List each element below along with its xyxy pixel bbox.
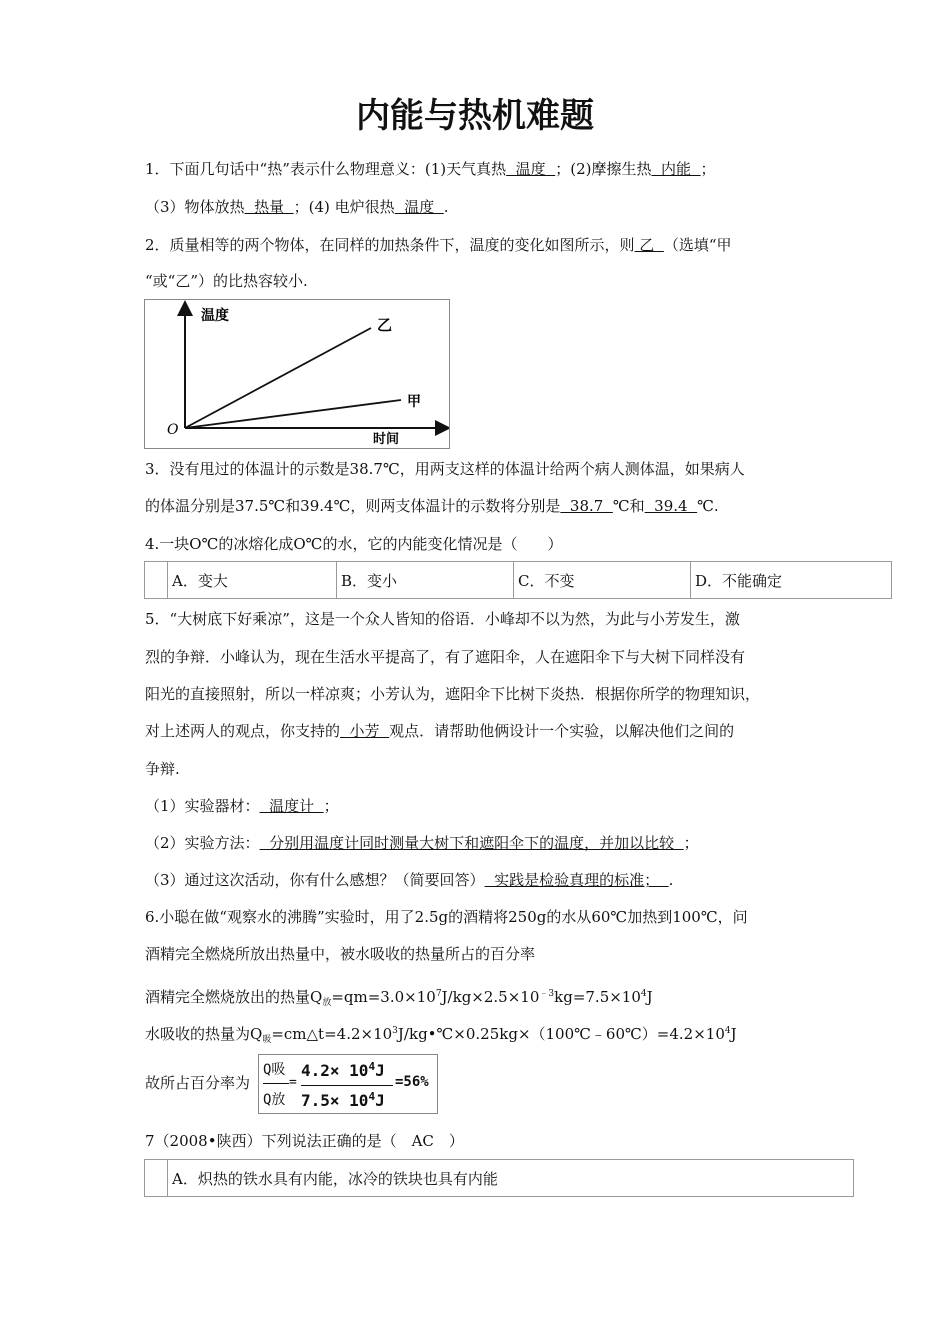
q6-line2: 酒精完全燃烧所放出热量中，被水吸收的热量所占的百分率 xyxy=(145,945,536,963)
q3-answer-2: 39.4 xyxy=(644,497,698,515)
q5-line5: 争辩. xyxy=(145,760,180,778)
q5-sub2-answer: 分别用温度计同时测量大树下和遮阳伞下的温度，并加以比较 xyxy=(259,834,684,852)
q7-option-a[interactable]: A．炽热的铁水具有内能，冰冷的铁块也具有内能 xyxy=(168,1160,854,1197)
q4-options-table xyxy=(144,561,892,599)
q5-text: 观点．请帮助他俩设计一个实验，以解决他们之间的 xyxy=(389,722,735,740)
frac-bar-left xyxy=(263,1083,289,1084)
q3-line1: 3．没有甩过的体温计的示数是38.7℃，用两支这样的体温计给两个病人测体温，如果病人 xyxy=(145,460,745,478)
q5-sub2-label: （2）实验方法： xyxy=(145,834,260,852)
q3-line2 xyxy=(145,495,719,517)
origin-label: O xyxy=(167,422,179,438)
q3-text: ℃和 xyxy=(612,497,645,515)
q1-text: ；(4) 电炉很热 xyxy=(293,198,395,216)
x-axis-label: 时间 xyxy=(373,432,400,447)
q2-answer: 乙 xyxy=(634,236,664,254)
q4-question: 4.一块O℃的冰熔化成O℃的水，它的内能变化情况是（ ） xyxy=(145,535,563,553)
frac-bar xyxy=(301,1085,393,1086)
q1-answer-2: 内能 xyxy=(651,160,701,178)
q1-text: （3）物体放热 xyxy=(145,198,245,216)
q6-calc1: 酒精完全燃烧放出的热量$Q_放=qm=3.0\times 10^7J/kg\times 2.5\times 10^{﹣3}kg=7.5\times 10^4J$ xyxy=(145,988,653,1008)
line-jia xyxy=(185,400,401,428)
q2-text: 2．质量相等的两个物体，在同样的加热条件下，温度的变化如图所示，则 xyxy=(145,236,635,254)
q5-sub1-answer: 温度计 xyxy=(259,797,324,815)
q2-line1 xyxy=(145,234,732,256)
q6-result-label: 故所占百分率为 xyxy=(145,1074,251,1092)
q3-answer-1: 38.7 xyxy=(560,497,613,515)
q1-answer-4: 温度 xyxy=(394,198,444,216)
frac-den-q: Q放 xyxy=(263,1092,286,1108)
q5-sub1-label: （1）实验器材： xyxy=(145,797,260,815)
q7-question: 7（2008•陕西）下列说法正确的是（ AC ） xyxy=(145,1132,464,1150)
page-title: 内能与热机难题 xyxy=(356,96,594,136)
frac-denominator: $7.5\times 10^4J$ xyxy=(301,1090,385,1110)
q5-text: ； xyxy=(323,797,339,815)
y-axis-label: 温度 xyxy=(201,308,229,324)
frac-result: =56% xyxy=(395,1074,429,1090)
q6-fraction-image: Q吸 Q放 = $4.2\times 10^4J$ $7.5\times 10^4J$ =56% xyxy=(258,1054,438,1114)
q5-line3: 阳光的直接照射，所以一样凉爽；小芳认为，遮阳伞下比树下炎热．根据你所学的物理知识， xyxy=(145,685,761,703)
q5-text: 对上述两人的观点，你支持的 xyxy=(145,722,341,740)
q3-text: ℃. xyxy=(697,497,719,515)
frac-numerator: $4.2\times 10^4J$ xyxy=(301,1060,385,1080)
q1-answer-3: 热量 xyxy=(244,198,294,216)
line-yi-label: 乙 xyxy=(377,316,393,334)
line-jia-label: 甲 xyxy=(407,394,421,410)
q5-line4 xyxy=(145,720,734,742)
q6-line1: 6.小聪在做“观察水的沸腾”实验时，用了2.5g的酒精将250g的水从60℃加热到100℃，问 xyxy=(145,908,748,926)
q1-text: ； xyxy=(700,160,716,178)
line-yi xyxy=(185,328,371,428)
q5-line2: 烈的争辩．小峰认为，现在生活水平提高了，有了遮阳伞，人在遮阳伞下与大树下同样没有 xyxy=(145,648,746,666)
q5-sub3-answer: 实践是检验真理的标准； xyxy=(484,871,669,889)
frac-num-q: Q吸 xyxy=(263,1062,286,1078)
q1-text: . xyxy=(443,198,449,216)
q5-sub3 xyxy=(145,869,673,891)
q5-sub3-label: （3）通过这次活动，你有什么感想？（简要回答） xyxy=(145,871,485,889)
q4-option-b[interactable]: B．变小 xyxy=(337,562,514,599)
q4-option-a[interactable]: A．变大 xyxy=(168,562,337,599)
q2-text: （选填“甲 xyxy=(663,236,732,254)
q5-sub2 xyxy=(145,832,699,854)
q5-text: . xyxy=(668,871,674,889)
q1-answer-1: 温度 xyxy=(506,160,556,178)
q1-text: 1．下面几句话中“热”表示什么物理意义：(1)天气真热 xyxy=(145,160,507,178)
temperature-time-graph xyxy=(144,299,450,449)
q6-calc2: 水吸收的热量为$Q_吸=cm\triangle t=4.2\times 10^3J/kg•℃\times 0.25kg\times(100℃﹣60℃)=4.2\times 10^4J$ xyxy=(145,1025,737,1045)
q2-line2: “或“乙”）的比热容较小. xyxy=(145,272,308,290)
q5-sub1 xyxy=(145,795,339,817)
q1-line2 xyxy=(145,196,449,218)
q5-answer: 小芳 xyxy=(340,722,390,740)
graph-svg xyxy=(145,300,449,448)
q4-option-c[interactable]: C．不变 xyxy=(514,562,691,599)
q4-option-d[interactable]: D．不能确定 xyxy=(691,562,892,599)
q7-options-table xyxy=(144,1159,854,1197)
q3-text: 的体温分别是37.5℃和39.4℃，则两支体温计的示数将分别是 xyxy=(145,497,561,515)
q5-line1: 5．“大树底下好乘凉”，这是一个众人皆知的俗语．小峰却不以为然，为此与小芳发生，激 xyxy=(145,610,740,628)
q1-text: ；(2)摩擦生热 xyxy=(555,160,652,178)
q1-line1 xyxy=(145,158,716,180)
q5-text: ； xyxy=(683,834,699,852)
